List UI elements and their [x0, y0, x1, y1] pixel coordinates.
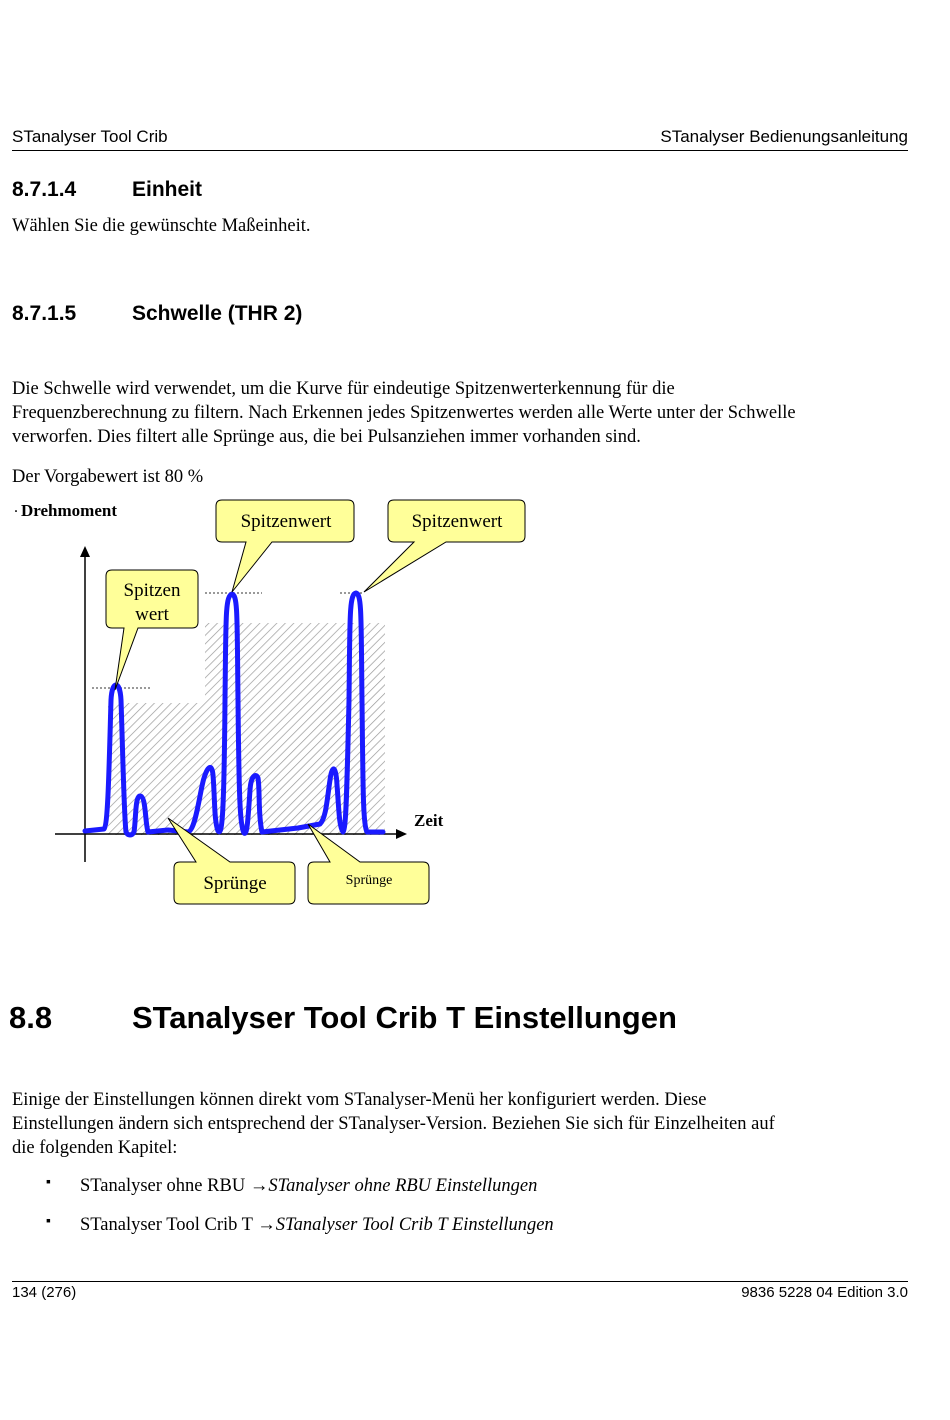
threshold-figure — [0, 490, 560, 915]
cross-reference-link[interactable]: STanalyser Tool Crib T Einstellungen — [275, 1215, 554, 1235]
heading-number: 8.8 — [9, 1000, 53, 1035]
bullet-icon: ▪ — [46, 1175, 51, 1190]
paragraph-einheit: Wählen Sie die gewünschte Maßeinheit. — [12, 216, 311, 236]
callout-text: wert — [135, 604, 169, 625]
header-divider — [12, 150, 908, 151]
callout-peak-mid — [216, 500, 354, 592]
header-title-left: STanalyser Tool Crib — [12, 127, 168, 146]
callout-text: Sprünge — [203, 873, 267, 894]
callout-shape — [308, 824, 429, 904]
arrow-right-icon: → — [257, 1215, 276, 1235]
heading-title: Einheit — [132, 178, 203, 201]
list-item-text: STanalyser Tool Crib T →STanalyser Tool Crib T Einstellungen — [80, 1215, 554, 1235]
heading-title: STanalyser Tool Crib T Einstellungen — [132, 1000, 677, 1035]
figure-dot: . — [14, 499, 18, 516]
arrow-right-icon: → — [249, 1176, 269, 1196]
paragraph-line: die folgenden Kapitel: — [12, 1138, 178, 1158]
heading-8714 — [12, 178, 612, 204]
paragraph-settings — [12, 1088, 912, 1160]
paragraph-line: Einstellungen ändern sich entsprechend der STanalyser-Version. Beziehen Sie sich für Einzelheiten auf — [12, 1114, 775, 1134]
paragraph-line: Die Schwelle wird verwendet, um die Kurve für eindeutige Spitzenwerterkennung für die — [12, 379, 675, 399]
heading-88 — [9, 1000, 909, 1038]
y-axis-arrow — [80, 546, 90, 557]
callout-text: Spitzenwert — [411, 511, 503, 532]
paragraph-line: Einige der Einstellungen können direkt vom STanalyser-Menü her konfiguriert werden. Diese — [12, 1090, 707, 1110]
callout-text: Sprünge — [345, 873, 393, 888]
list-item-text: STanalyser ohne RBU →STanalyser ohne RBU Einstellungen — [80, 1176, 538, 1196]
paragraph-line: Frequenzberechnung zu filtern. Nach Erkennen jedes Spitzenwertes werden alle Werte unter der Schwelle — [12, 403, 796, 423]
x-axis-arrow — [396, 829, 407, 839]
callout-text: Spitzenwert — [240, 511, 332, 532]
heading-number: 8.7.1.5 — [12, 302, 77, 325]
page-number: 134 (276) — [12, 1284, 77, 1301]
bullet-icon: ▪ — [46, 1214, 51, 1229]
cross-reference-link[interactable]: STanalyser ohne RBU Einstellungen — [268, 1176, 538, 1196]
header-title-right: STanalyser Bedienungsanleitung — [660, 127, 908, 146]
paragraph-line: verworfen. Dies filtert alle Sprünge aus, die bei Pulsanziehen immer vorhanden sind. — [12, 427, 641, 447]
heading-title: Schwelle (THR 2) — [132, 302, 303, 325]
paragraph-schwelle — [12, 377, 912, 449]
callout-peak-right — [364, 500, 525, 592]
document-edition: 9836 5228 04 Edition 3.0 — [741, 1284, 908, 1301]
y-axis-label: Drehmoment — [21, 501, 117, 520]
footer-divider — [12, 1281, 908, 1282]
paragraph-default-value: Der Vorgabewert ist 80 % — [12, 467, 204, 487]
threshold-area-right — [205, 623, 385, 835]
callout-jumps-right — [308, 824, 429, 904]
heading-8715 — [12, 302, 612, 328]
callout-text: Spitzen — [123, 580, 181, 601]
heading-number: 8.7.1.4 — [12, 178, 77, 201]
callout-peak-small — [106, 570, 198, 690]
x-axis-label: Zeit — [414, 811, 444, 830]
